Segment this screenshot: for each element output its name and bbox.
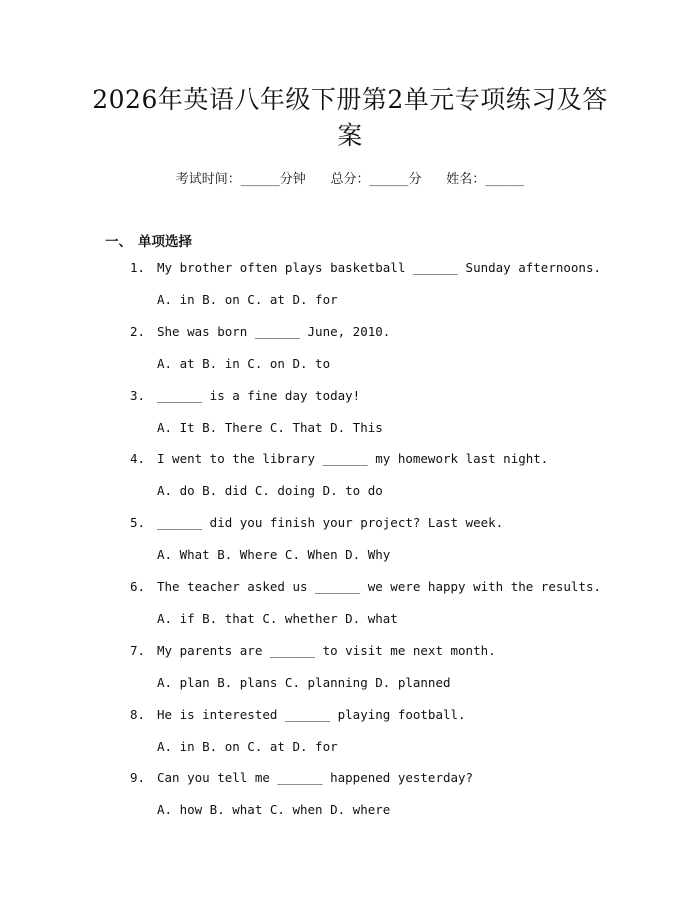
question-item <box>130 258 650 322</box>
question-number: 8. <box>130 706 146 722</box>
question-item <box>130 449 650 513</box>
question-number: 2. <box>130 323 146 339</box>
question-item <box>130 322 650 386</box>
question-list <box>130 258 650 832</box>
question-number: 1. <box>130 260 146 275</box>
question-text: ______ is a fine day today! <box>157 387 361 403</box>
question-number: 9. <box>130 770 146 786</box>
question-text: My brother often plays basketball ______ Sunday afternoons. <box>157 260 602 275</box>
question-line <box>130 643 496 658</box>
question-line <box>130 579 601 594</box>
section-title: 单项选择 <box>138 234 192 250</box>
question-line <box>130 515 503 530</box>
question-item <box>130 641 650 705</box>
question-text: ______ did you finish your project? Last week. <box>157 515 504 531</box>
question-line <box>130 324 390 339</box>
question-options: A. What B. Where C. When D. Why <box>157 547 391 563</box>
question-item <box>130 577 650 641</box>
question-text: I went to the library ______ my homework last night. <box>157 451 549 467</box>
question-line <box>130 388 360 403</box>
question-text: The teacher asked us ______ we were happy with the results. <box>157 578 602 594</box>
question-options: A. in B. on C. at D. for <box>157 738 338 754</box>
question-text: She was born ______ June, 2010. <box>157 323 391 339</box>
question-number: 7. <box>130 642 146 658</box>
question-line <box>130 707 466 722</box>
section-heading <box>105 230 192 250</box>
question-item <box>130 705 650 769</box>
question-number: 6. <box>130 578 146 594</box>
question-options: A. plan B. plans C. planning D. planned <box>157 674 451 690</box>
question-options: A. do B. did C. doing D. to do <box>157 483 383 499</box>
question-line <box>130 451 548 466</box>
question-line <box>130 260 601 275</box>
question-options: A. if B. that C. whether D. what <box>157 610 398 626</box>
document-title: 2026年英语八年级下册第2单元专项练习及答案 <box>92 85 608 150</box>
question-text: Can you tell me ______ happened yesterday? <box>157 770 474 786</box>
question-options: A. at B. in C. on D. to <box>157 355 331 371</box>
question-text: My parents are ______ to visit me next month. <box>157 642 496 658</box>
exam-info-line: 考试时间：______分钟 总分：______分 姓名：______ <box>175 172 525 187</box>
question-item <box>130 513 650 577</box>
question-options: A. in B. on C. at D. for <box>157 292 338 307</box>
question-number: 3. <box>130 387 146 403</box>
section-number: 一、 <box>105 234 132 250</box>
question-options: A. It B. There C. That D. This <box>157 419 383 435</box>
question-number: 4. <box>130 451 146 467</box>
question-item <box>130 768 650 832</box>
question-number: 5. <box>130 515 146 531</box>
question-options: A. how B. what C. when D. where <box>157 802 391 818</box>
question-text: He is interested ______ playing football. <box>157 706 466 722</box>
question-item <box>130 386 650 450</box>
question-line <box>130 770 473 785</box>
